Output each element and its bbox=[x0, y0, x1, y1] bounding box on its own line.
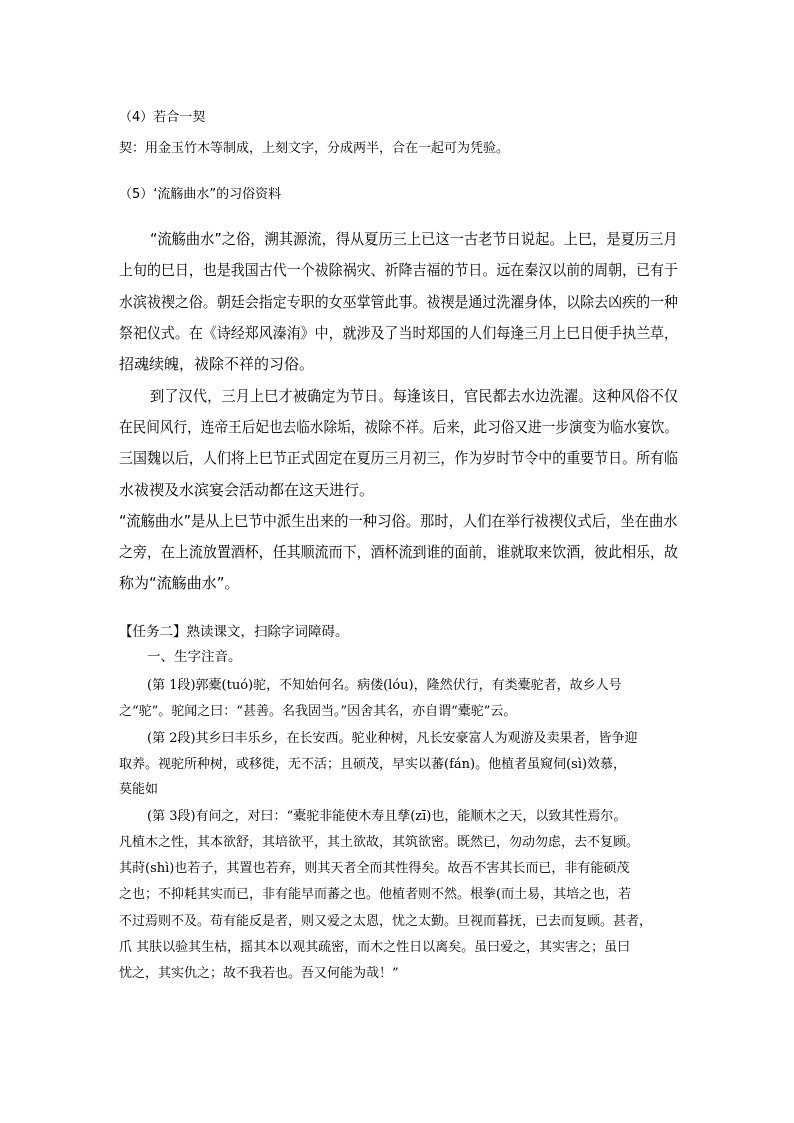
section-5-heading: （5）‘流觞曲水”的习俗资料 bbox=[119, 187, 282, 202]
paragraph-line: 水滨祓禊之俗。朝廷会指定专职的女巫掌管此事。祓禊是通过洗濯身体，以除去凶疾的一种 bbox=[119, 293, 679, 311]
paragraph-line: 之“驼”。驼闻之曰：“甚善。名我固当。”因舍其名，亦自谓“橐驼”云。 bbox=[119, 704, 517, 719]
paragraph-line: 祭祀仪式。在《诗经郑风溱洧》中，就涉及了当时郑国的人们每逢三月上巳日便手执兰草， bbox=[119, 324, 679, 342]
paragraph-line: 到了汉代，三月上巳才被确定为节日。每逢该日，官民都去水边洗濯。这种风俗不仅 bbox=[150, 387, 679, 405]
paragraph-line: 不过焉则不及。苟有能反是者，则又爱之太恩，忧之太勤。旦视而暮抚，已去而复顾。甚者， bbox=[119, 914, 653, 929]
paragraph-line: 水祓禊及水滨宴会活动都在这天进行。 bbox=[119, 481, 375, 499]
paragraph-line: 爪 其肤以验其生枯，摇其本以观其疏密，而木之性日以离矣。虽曰爱之，其实害之；虽曰 bbox=[119, 940, 631, 955]
paragraph-line: 忧之，其实仇之；故不我若也。吾又何能为哉！” bbox=[119, 966, 399, 981]
task-2-subheading: 一、生字注音。 bbox=[147, 649, 242, 665]
paragraph-line: 称为“流觞曲水”。 bbox=[119, 574, 240, 592]
paragraph-line: “流觞曲水”是从上巳节中派生出来的一种习俗。那时，人们在举行祓禊仪式后，坐在曲水 bbox=[119, 512, 678, 530]
paragraph-line: 其莳(shì)也若子，其置也若弃，则其天者全而其性得矣。故吾不害其长而已，非有能硕茂 bbox=[119, 861, 630, 876]
paragraph-line: (第 2段)其乡曰丰乐乡，在长安西。驼业种树，凡长安豪富人为观游及卖果者，皆争迎 bbox=[147, 731, 638, 746]
section-4-heading: （4）若合一契 bbox=[119, 110, 206, 125]
paragraph-line: (第 3段)有问之，对曰：“橐驼非能使木寿且孳(zī)也，能顺木之天，以致其性焉尔。 bbox=[147, 809, 627, 824]
paragraph-line: 上旬的巳日，也是我国古代一个祓除祸灾、祈降吉福的节日。远在秦汉以前的周朝，已有于 bbox=[119, 261, 679, 279]
task-2-heading: 【任务二】熟读课文，扫除字词障碍。 bbox=[119, 624, 349, 640]
paragraph-line: 凡植木之性，其本欲舒，其培欲平，其土欲故，其筑欲密。既然已，勿动勿虑，去不复顾。 bbox=[119, 835, 640, 850]
paragraph-line: 三国魏以后，人们将上巳节正式固定在夏历三月初三，作为岁时节令中的重要节日。所有临 bbox=[119, 449, 679, 467]
section-4-definition: 契：用金玉竹木等制成，上刻文字，分成两半，合在一起可为凭验。 bbox=[119, 141, 510, 156]
paragraph-line: 取养。视驼所种树，或移徙，无不活；且硕茂，早实以蕃(fán)。他植者虽窥伺(sì)效慕， bbox=[119, 757, 627, 772]
paragraph-line: “流觞曲水”之俗，溯其源流，得从夏历三上已这一古老节日说起。上巳，是夏历三月 bbox=[150, 230, 678, 248]
paragraph-line: 莫能如 bbox=[119, 782, 159, 797]
paragraph-line: (第 1段)郭橐(tuó)驼，不知始何名。病偻(lóu)，隆然伏行，有类橐驼者，故乡人号 bbox=[147, 678, 622, 693]
paragraph-line: 招魂续魄，祓除不祥的习俗。 bbox=[119, 355, 315, 373]
paragraph-line: 之也；不抑耗其实而已，非有能早而蕃之也。他植者则不然。根拳(而土易，其培之也，若 bbox=[119, 887, 632, 902]
paragraph-line: 在民间风行，连帝王后妃也去临水除垢，祓除不祥。后来，此习俗又进一步演变为临水宴饮。 bbox=[119, 418, 679, 436]
paragraph-line: 之旁，在上流放置酒杯，任其顺流而下，酒杯流到谁的面前，谁就取来饮酒，彼此相乐，故 bbox=[119, 543, 679, 561]
